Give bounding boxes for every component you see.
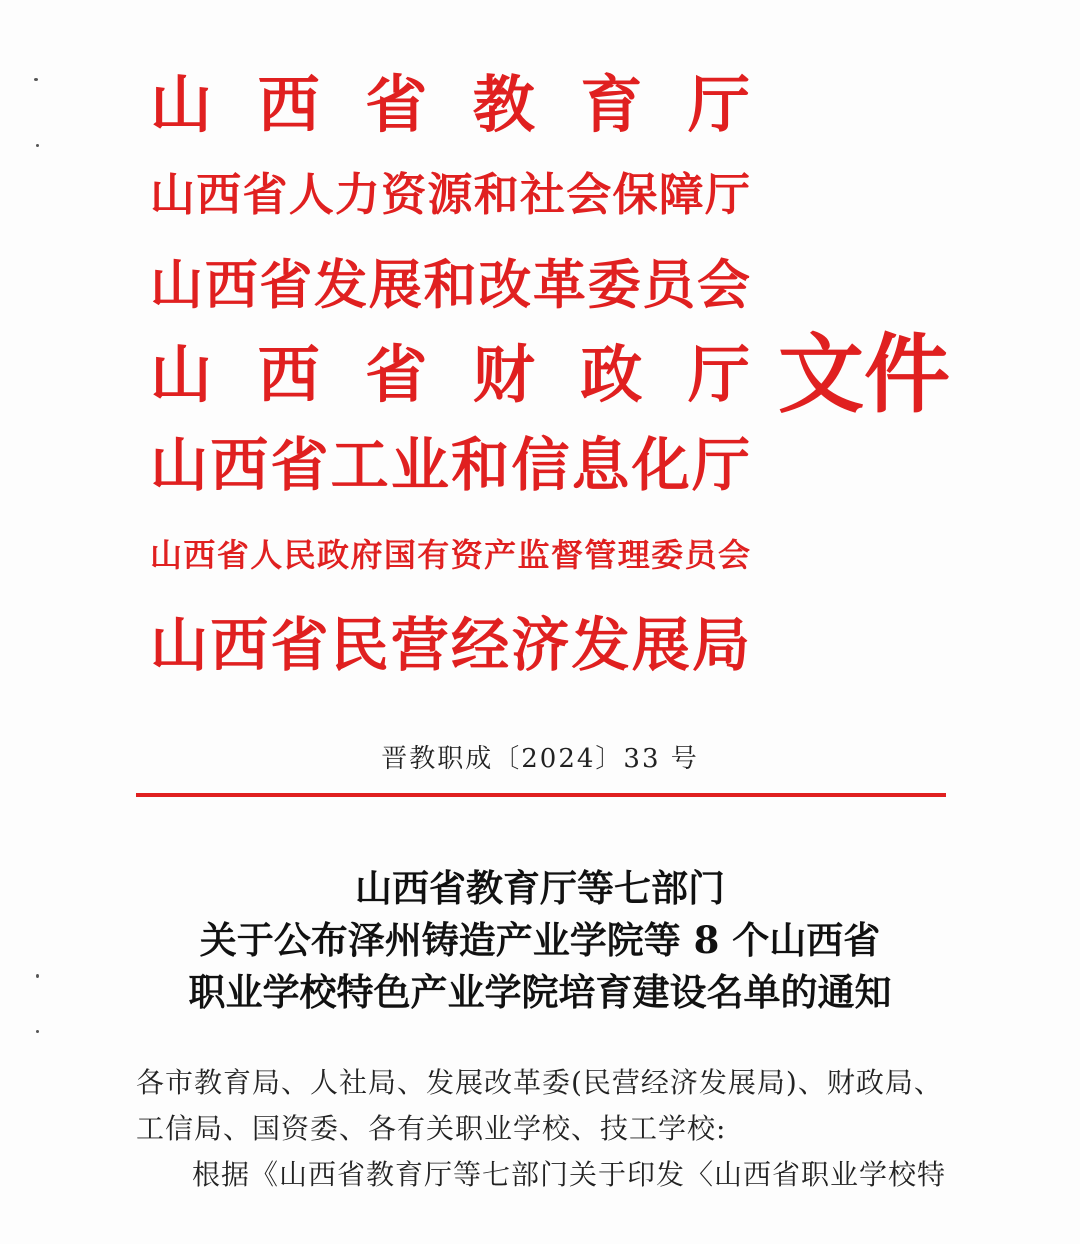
issuer-line-hr: [150, 150, 760, 240]
issuer-name: 山西省财政厅: [150, 338, 796, 411]
document-label: 文件: [778, 324, 950, 425]
issuer-name: 山西省发展和改革委员会: [150, 254, 752, 316]
issuer-line-development: [150, 240, 760, 330]
notice-body: [136, 1060, 966, 1198]
issuer-name: 山西省人民政府国有资产监督管理委员会: [150, 536, 752, 574]
issuer-line-industry: [150, 420, 760, 510]
scan-speck: [34, 78, 38, 81]
issuer-line-private-economy: [150, 600, 760, 690]
issuer-name: 山西省工业和信息化厅: [150, 431, 753, 499]
scan-speck: [36, 144, 39, 147]
title-line: 职业学校特色产业学院培育建设名单的通知: [188, 970, 892, 1014]
document-number: 晋教职成〔2024〕33 号: [381, 744, 699, 774]
issuer-name: 山西省人力资源和社会保障厅: [150, 168, 752, 221]
issuer-name: 山西省教育厅: [150, 68, 796, 141]
scan-speck: [36, 1030, 39, 1033]
issuer-block: [150, 60, 796, 690]
issuer-line-assets: [150, 510, 760, 600]
scan-speck: [36, 974, 39, 978]
issuer-name: 山西省民营经济发展局: [150, 611, 753, 679]
title-line: 山西省教育厅等七部门: [355, 866, 725, 910]
recipients-line: 工信局、国资委、各有关职业学校、技工学校:: [136, 1112, 727, 1145]
red-divider: [136, 793, 946, 797]
issuer-line-finance: [150, 330, 796, 420]
recipients-line: 各市教育局、人社局、发展改革委(民营经济发展局)、财政局、: [136, 1066, 943, 1099]
paragraph-line: 根据《山西省教育厅等七部门关于印发〈山西省职业学校特: [192, 1158, 947, 1191]
notice-title: [0, 862, 1080, 1018]
title-line: 关于公布泽州铸造产业学院等 8 个山西省: [199, 918, 881, 962]
issuer-line-education: [150, 60, 796, 150]
